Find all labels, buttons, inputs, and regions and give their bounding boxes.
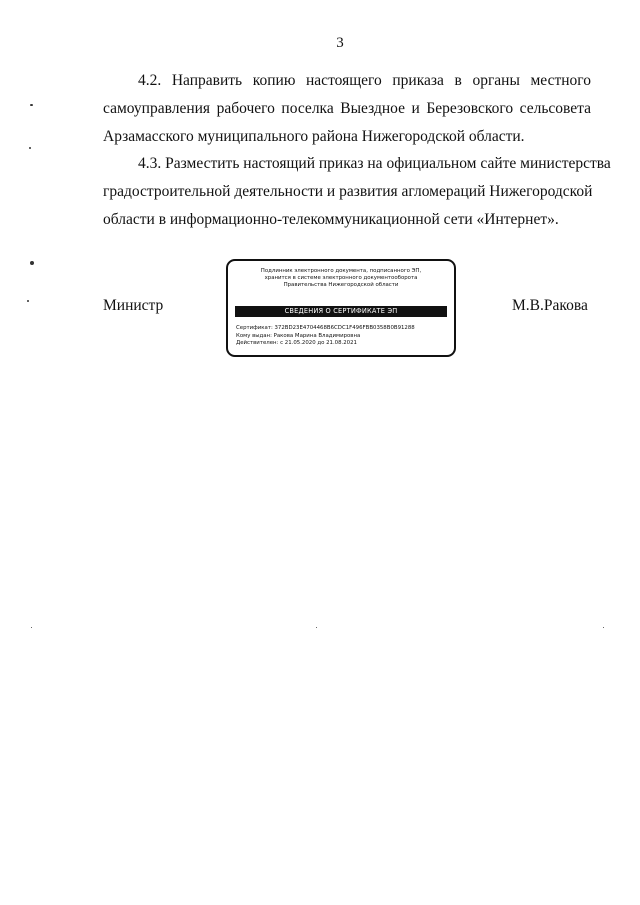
stamp-certificate: Сертификат: 372BD23E4704468B6CDC1F496FBB0358B0B91288 — [236, 325, 415, 331]
paragraph-line: Арзамасского муниципального района Нижегородской области. — [103, 128, 525, 145]
stamp-details — [236, 325, 415, 348]
stamp-title-bar: СВЕДЕНИЯ О СЕРТИФИКАТЕ ЭП — [235, 306, 447, 317]
signer-name: М.В.Ракова — [512, 297, 588, 314]
paragraph-4-2 — [103, 67, 591, 151]
stamp-validity: Действителен: с 21.05.2020 до 21.08.2021 — [236, 340, 357, 346]
scan-speck — [30, 104, 33, 106]
paragraph-line: 4.3. Разместить настоящий приказ на официальном сайте министерства — [138, 155, 611, 172]
paragraph-line: самоуправления рабочего поселка Выездное и Березовского сельсовета — [103, 100, 591, 117]
stamp-issued-to: Кому выдан: Ракова Марина Владимировна — [236, 332, 361, 339]
scan-speck — [29, 147, 31, 149]
stamp-header — [228, 268, 454, 290]
electronic-signature-stamp — [226, 259, 456, 357]
scan-speck — [603, 627, 604, 628]
stamp-header-line: хранится в системе электронного документооборота — [264, 275, 418, 282]
scan-speck — [27, 300, 29, 302]
signer-position: Министр — [103, 297, 164, 314]
paragraph-4-3 — [103, 150, 611, 234]
paragraph-line: области в информационно-телекоммуникационной сети «Интернет». — [103, 211, 559, 228]
stamp-header-line: Правительства Нижегородской области — [283, 282, 399, 289]
page-number: 3 — [336, 35, 344, 51]
paragraph-line: градостроительной деятельности и развития агломераций Нижегородской — [103, 183, 593, 200]
scan-speck — [30, 261, 34, 265]
scan-speck — [31, 627, 32, 628]
scan-speck — [316, 627, 317, 628]
paragraph-line: 4.2. Направить копию настоящего приказа в органы местного — [138, 72, 591, 89]
stamp-header-line: Подлинник электронного документа, подписанного ЭП, — [260, 268, 422, 274]
